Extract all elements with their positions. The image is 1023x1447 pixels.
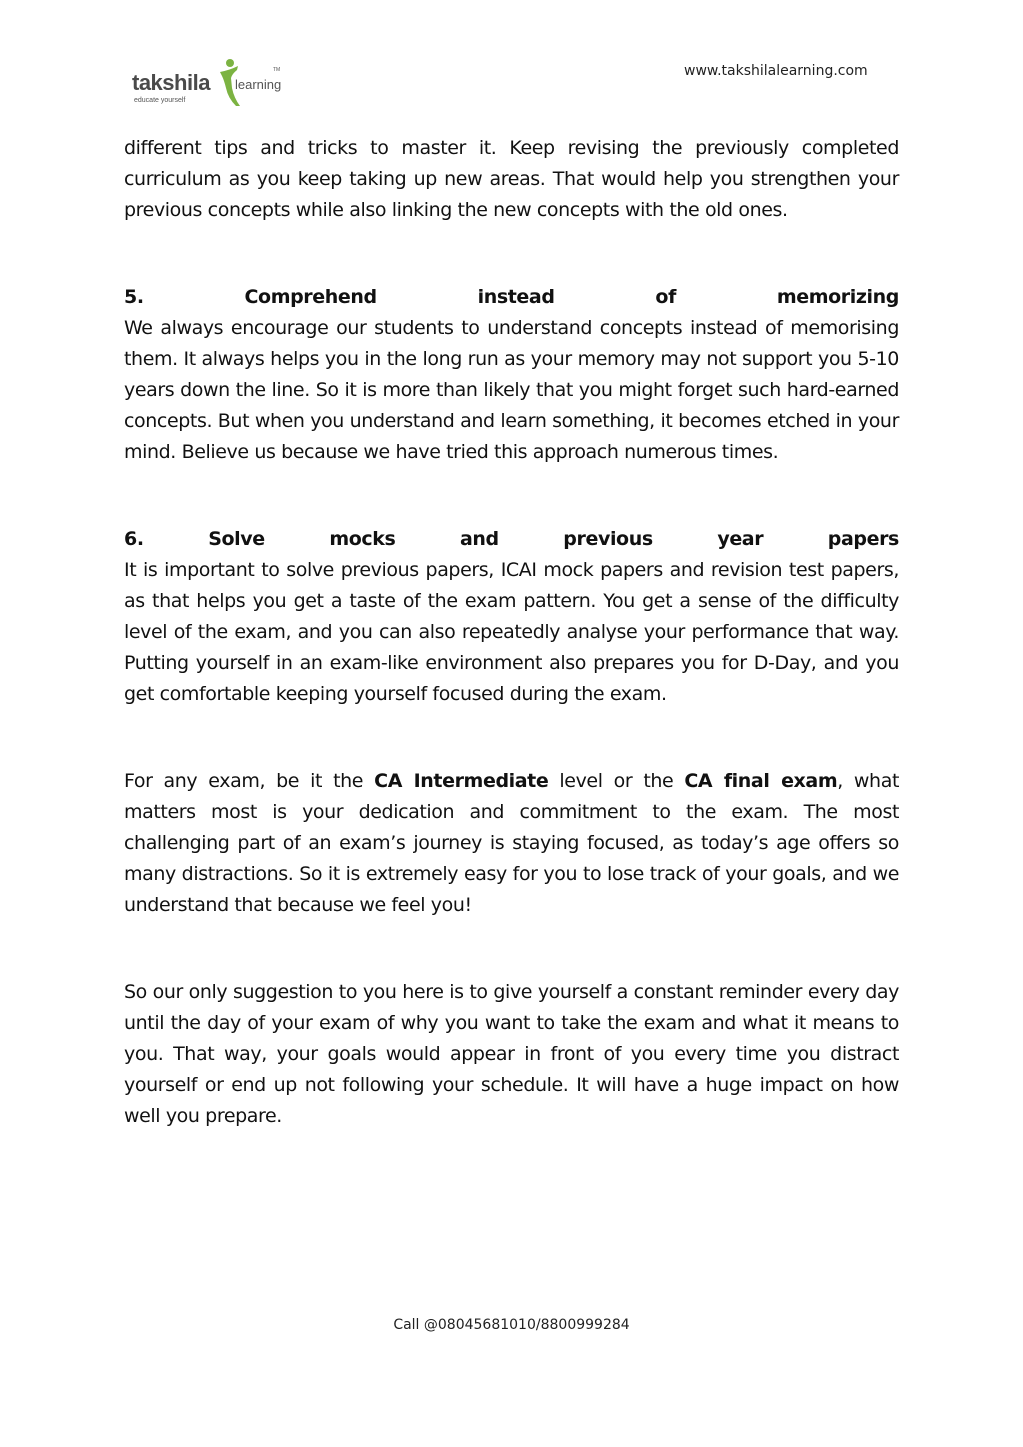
heading-word: mocks xyxy=(329,528,396,550)
ca-final-exam-bold: CA final exam xyxy=(684,770,838,792)
closing-text-part: level or the xyxy=(548,770,685,792)
ca-intermediate-bold: CA Intermediate xyxy=(374,770,549,792)
logo-wordmark: takshila xyxy=(132,70,210,95)
closing-text-part: , what matters most is your dedication and commitment to the exam. The most challenging part of an exam’s journey is staying focused, as today’s age offers so many distractions. So it is extremely easy for you to lose track of your goals, and we understand that because we feel you! xyxy=(124,770,899,916)
footer-contact: Call @08045681010/8800999284 xyxy=(393,1317,630,1333)
closing-text-part: For any exam, be it the xyxy=(124,770,375,792)
heading-word: year xyxy=(717,528,764,550)
heading-word: and xyxy=(459,528,499,550)
section-5 xyxy=(124,282,899,468)
logo-tagline: educate yourself xyxy=(134,97,186,104)
heading-word: Solve xyxy=(208,528,265,550)
heading-word: of xyxy=(655,286,676,308)
section-5-text: We always encourage our students to understand concepts instead of memorising them. It always helps you in the long run as your memory may not support you 5-10 years down the line. So it is more than likely that you might forget such hard-earned concepts. But when you understand and learn something, it becomes etched in your mind. Believe us because we have tried this approach numerous times. xyxy=(124,317,899,463)
closing-paragraph-1 xyxy=(124,766,899,921)
site-url: www.takshilalearning.com xyxy=(684,63,868,79)
document-body xyxy=(124,133,899,1132)
takshila-logo xyxy=(132,56,282,112)
heading-word: 6. xyxy=(124,528,144,550)
section-6 xyxy=(124,524,899,710)
intro-paragraph: different tips and tricks to master it. Keep revising the previously completed curriculum as you keep taking up new areas. That would help you strengthen your previous concepts while also linking the new concepts with the old ones. xyxy=(124,137,899,221)
section-6-text: It is important to solve previous papers, ICAI mock papers and revision test papers, as that helps you get a taste of the exam pattern. You get a sense of the difficulty level of the exam, and you can also repeatedly analyse your performance that way. Putting yourself in an exam-like environment also prepares you for D-Day, and you get comfortable keeping yourself focused during the exam. xyxy=(124,559,899,705)
logo-learning-text: learning xyxy=(235,77,282,92)
section-5-heading xyxy=(124,282,899,313)
heading-word: instead xyxy=(477,286,555,308)
heading-word: papers xyxy=(827,528,899,550)
heading-word: 5. xyxy=(124,286,144,308)
heading-word: Comprehend xyxy=(244,286,377,308)
section-6-heading xyxy=(124,524,899,555)
closing-paragraph-2: So our only suggestion to you here is to give yourself a constant reminder every day until the day of your exam of why you want to take the exam and what it means to you. That way, your goals would appear in front of you every time you distract yourself or end up not following your schedule. It will have a huge impact on how well you prepare. xyxy=(124,981,899,1127)
logo-trademark: TM xyxy=(273,67,281,73)
heading-word: previous xyxy=(563,528,653,550)
heading-word: memorizing xyxy=(776,286,899,308)
